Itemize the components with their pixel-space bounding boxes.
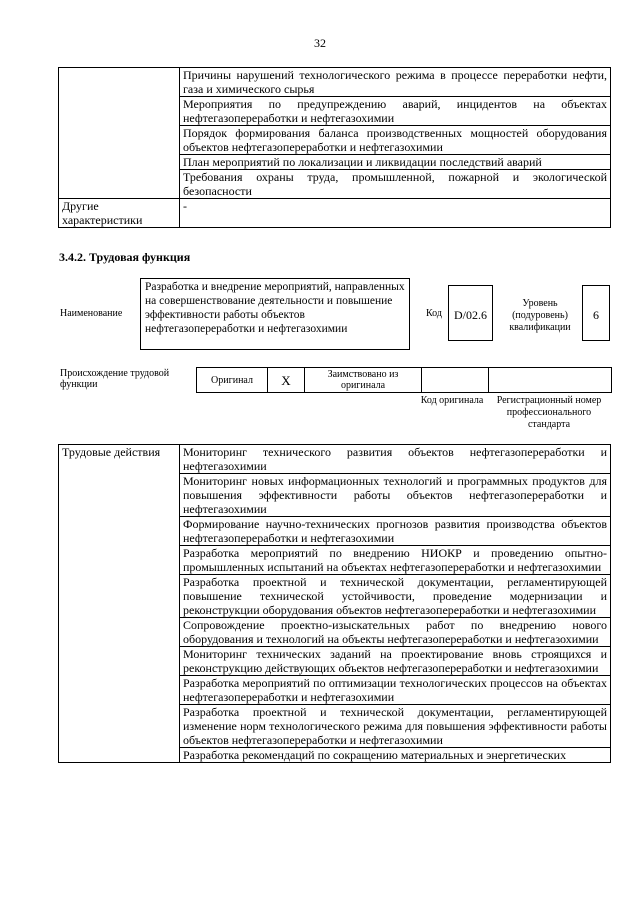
table-cell: Порядок формирования баланса производственных мощностей оборудования объектов нефтегазопереработки и нефтегазохимии	[180, 126, 611, 155]
table-row	[197, 368, 612, 393]
table-cell: Мониторинг технического развития объектов нефтегазопереработки и нефтегазохимии	[180, 445, 611, 474]
table-row	[59, 68, 611, 97]
table-cell: Мероприятия по предупреждению аварий, инцидентов на объектах нефтегазопереработки и нефтегазохимии	[180, 97, 611, 126]
table-cell: Разработка проектной и технической документации, регламентирующей изменение норм технологического режима для повышения эффективности работы объектов нефтегазопереработки и нефтегазохимии	[180, 705, 611, 748]
table-cell: План мероприятий по локализации и ликвидации последствий аварий	[180, 155, 611, 170]
labor-actions-table	[58, 444, 611, 763]
table-cell: Формирование научно-технических прогнозов развития производства объектов нефтегазопереработки и нефтегазохимии	[180, 517, 611, 546]
table-row	[59, 445, 611, 474]
origin-code-label: Код оригинала	[420, 395, 484, 406]
code-label: Код	[426, 308, 442, 319]
table-cell: Мониторинг новых информационных технологий и программных продуктов для повышения эффективности работы объектов нефтегазопереработки и нефтегазохимии	[180, 474, 611, 517]
naming-value: Разработка и внедрение мероприятий, направленных на совершенствование деятельности и повышение эффективности работы объектов нефтегазопереработки и нефтегазохимии	[140, 278, 410, 350]
reg-number-cell	[489, 368, 612, 393]
labor-actions-label: Трудовые действия	[59, 445, 180, 763]
table-cell: Разработка проектной и технической документации, регламентирующей повышение технической устойчивости, проведение модернизации и реконструкции оборудования объектов нефтегазопереработки и нефтегазохимии	[180, 575, 611, 618]
borrowed-label: Заимствовано из оригинала	[305, 368, 422, 393]
table-cell: Сопровождение проектно-изыскательных работ по внедрению нового оборудования и технологий на объекты нефтегазопереработки и нефтегазохимии	[180, 618, 611, 647]
table-cell: Разработка мероприятий по оптимизации технологических процессов на объектах нефтегазопереработки и нефтегазохимии	[180, 676, 611, 705]
other-characteristics-label: Другие характеристики	[59, 199, 180, 228]
page-number: 32	[314, 36, 326, 50]
table-row	[59, 199, 611, 228]
reg-number-label: Регистрационный номер профессионального стандарта	[496, 395, 602, 430]
code-value: D/02.6	[448, 285, 493, 341]
table-cell-empty	[59, 68, 180, 199]
table-cell: Мониторинг технических заданий на проектирование вновь строящихся и реконструкцию действующих объектов нефтегазопереработки и нефтегазохимии	[180, 647, 611, 676]
table-cell: Разработка рекомендаций по сокращению материальных и энергетических	[180, 748, 611, 763]
naming-label: Наименование	[60, 308, 123, 319]
section-heading: 3.4.2. Трудовая функция	[59, 250, 191, 264]
original-mark: X	[268, 368, 305, 393]
table-cell: Разработка мероприятий по внедрению НИОКР и проведению опытно-промышленных испытаний на объектах нефтегазопереработки и нефтегазохимии	[180, 546, 611, 575]
level-value: 6	[582, 285, 610, 341]
origin-table	[196, 367, 612, 393]
table-cell: Причины нарушений технологического режима в процессе переработки нефти, газа и химического сырья	[180, 68, 611, 97]
knowledge-table	[58, 67, 611, 228]
table-cell: Требования охраны труда, промышленной, пожарной и экологической безопасности	[180, 170, 611, 199]
origin-label: Происхождение трудовой функции	[60, 368, 170, 390]
origin-code-cell	[422, 368, 489, 393]
original-label: Оригинал	[197, 368, 268, 393]
level-label: Уровень (подуровень) квалификации	[509, 298, 571, 333]
other-characteristics-value: -	[180, 199, 611, 228]
